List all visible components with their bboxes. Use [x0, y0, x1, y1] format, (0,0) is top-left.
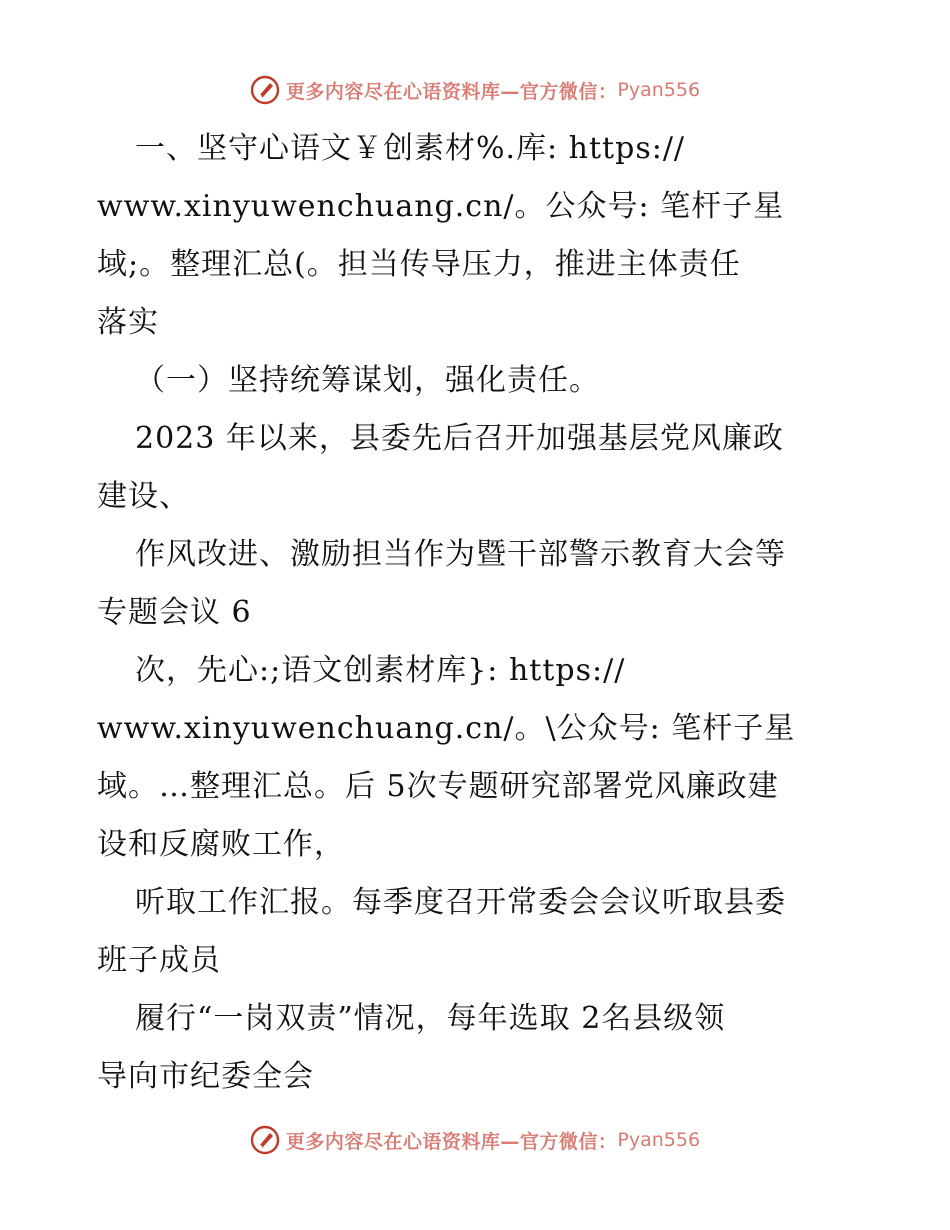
- body-line: 专题会议 6: [97, 595, 252, 630]
- body-line: 落实: [97, 305, 159, 340]
- body-line: www.xinyuwenchuang.cn/。公众号: 笔杆子星: [97, 189, 785, 224]
- section-heading: （一）坚持统筹谋划，强化责任。: [135, 363, 600, 398]
- body-line: 域。…整理汇总。后 5次专题研究部署党风廉政建: [97, 769, 779, 804]
- body-line: 导向市纪委全会: [97, 1059, 314, 1094]
- body-line: 一、坚守心语文￥创素材%.库: https://: [135, 131, 686, 166]
- body-line: 2023 年以来，县委先后召开加强基层党风廉政: [135, 421, 784, 456]
- body-line: 设和反腐败工作，: [97, 827, 345, 862]
- footer-watermark-wechat: Pyan556: [617, 1129, 701, 1151]
- body-line: 建设、: [97, 479, 190, 514]
- body-line: 履行“一岗双责”情况，每年选取 2名县级领: [135, 1001, 726, 1036]
- body-line: www.xinyuwenchuang.cn/。\公众号: 笔杆子星: [97, 711, 796, 746]
- document-body: [97, 120, 867, 1106]
- pen-logo-icon: [250, 75, 280, 105]
- header-watermark-wechat: Pyan556: [617, 79, 701, 101]
- pen-logo-icon: [250, 1125, 280, 1155]
- body-line: 次，先心:;语文创素材库}: https://: [135, 653, 626, 688]
- footer-watermark-text: 更多内容尽在心语资料库—官方微信：: [285, 1130, 618, 1153]
- header-watermark-text: 更多内容尽在心语资料库—官方微信：: [285, 80, 618, 103]
- body-line: 班子成员: [97, 943, 221, 978]
- footer-watermark-banner: [0, 1118, 950, 1162]
- body-line: 作风改进、激励担当作为暨干部警示教育大会等: [135, 537, 786, 572]
- body-line: 域;。整理汇总(。担当传导压力，推进主体责任: [97, 247, 741, 282]
- body-line: 听取工作汇报。每季度召开常委会会议听取县委: [135, 885, 786, 920]
- header-watermark-banner: [0, 68, 950, 112]
